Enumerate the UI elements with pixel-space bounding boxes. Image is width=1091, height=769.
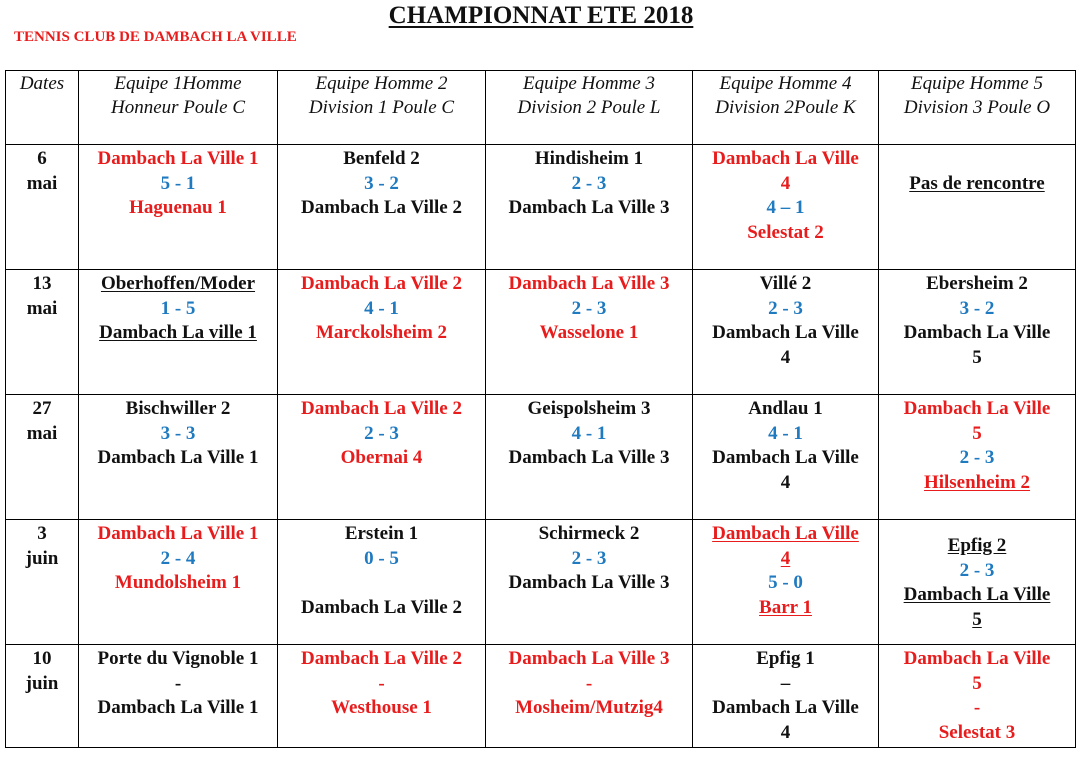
match-cell	[879, 145, 1076, 270]
match-cell	[879, 270, 1076, 395]
away-team: Dambach La Ville	[903, 322, 1051, 343]
match-score: 2 - 3	[571, 172, 607, 194]
match-cell	[278, 520, 486, 645]
home-team: Dambach La Ville 2	[301, 273, 462, 294]
match-score: 2 - 3	[364, 422, 399, 444]
match-score: -	[973, 697, 981, 718]
home-team: Benfeld 2	[343, 148, 420, 169]
match-score: 3 - 2	[959, 297, 995, 319]
date-cell: 13 mai	[6, 270, 79, 395]
match-cell	[693, 520, 879, 645]
away-team: Dambach La Ville 3	[508, 447, 670, 468]
header-team-4: Equipe Homme 4 Division 2Poule K	[693, 71, 879, 145]
home-team: Dambach La Ville 2	[301, 648, 462, 669]
away-team-number: 5	[972, 346, 982, 368]
match-cell	[79, 395, 278, 520]
match-score: –	[780, 672, 791, 694]
header-team-1: Equipe 1Homme Honneur Poule C	[79, 71, 278, 145]
match-score: -	[378, 672, 385, 694]
away-team: Dambach La Ville 2	[301, 596, 462, 618]
away-team: Selestat 3	[938, 721, 1016, 743]
match-cell	[693, 270, 879, 395]
away-team: Dambach La Ville 1	[97, 447, 259, 468]
away-team: Obernai 4	[340, 447, 423, 468]
away-team: Dambach La ville 1	[99, 322, 257, 343]
away-team: Haguenau 1	[129, 197, 227, 218]
match-score: 4 - 1	[768, 422, 803, 444]
home-team-number: 5	[972, 672, 982, 694]
away-team: Dambach La Ville 1	[97, 697, 259, 718]
match-cell	[278, 395, 486, 520]
header-dates: Dates	[6, 71, 79, 145]
away-team: Dambach La Ville	[903, 584, 1051, 605]
home-team: Dambach La Ville 3	[508, 273, 670, 294]
away-team-number: 4	[780, 721, 791, 743]
home-team: Ebersheim 2	[926, 273, 1028, 294]
match-cell	[486, 645, 693, 748]
table-row	[6, 270, 1076, 395]
away-team: Selestat 2	[747, 221, 824, 243]
match-score: 3 - 2	[364, 172, 399, 194]
home-team: Dambach La Ville	[903, 398, 1051, 419]
match-cell	[879, 395, 1076, 520]
date-cell: 6 mai	[6, 145, 79, 270]
match-cell	[693, 645, 879, 748]
match-score: 5 - 1	[160, 172, 196, 194]
home-team: Dambach La Ville	[712, 523, 859, 544]
away-team: Barr 1	[759, 596, 812, 618]
match-score: 2 - 3	[768, 297, 803, 319]
away-team: Dambach La Ville	[712, 322, 859, 343]
away-team-number: 4	[780, 346, 791, 368]
match-cell	[79, 270, 278, 395]
home-team: Geispolsheim 3	[527, 398, 651, 419]
championship-table	[5, 70, 1076, 748]
home-team: Epfig 1	[756, 648, 815, 669]
away-team: Dambach La Ville	[712, 697, 859, 718]
match-cell	[278, 145, 486, 270]
home-team: Dambach La Ville 1	[97, 148, 259, 169]
home-team: Erstein 1	[344, 523, 419, 544]
match-cell	[693, 395, 879, 520]
table-row	[6, 520, 1076, 645]
match-score: 4 – 1	[766, 197, 805, 218]
match-score: 2 - 3	[571, 297, 607, 319]
match-score: 1 - 5	[160, 297, 196, 319]
match-cell	[879, 520, 1076, 645]
match-score: 3 - 3	[160, 422, 196, 444]
away-team-number: 5	[972, 608, 982, 630]
match-cell	[79, 645, 278, 748]
table-row	[6, 145, 1076, 270]
match-cell	[278, 270, 486, 395]
away-team: Westhouse 1	[331, 697, 432, 718]
match-cell	[879, 645, 1076, 748]
home-team: Dambach La Ville 1	[97, 523, 259, 544]
match-score: 0 - 5	[364, 547, 399, 569]
home-team-number: 4	[780, 547, 791, 569]
home-team: Dambach La Ville	[712, 148, 859, 169]
match-score: -	[174, 672, 182, 694]
club-name: TENNIS CLUB DE DAMBACH LA VILLE	[14, 29, 297, 45]
match-cell	[79, 145, 278, 270]
match-score: 2 - 3	[959, 559, 995, 581]
away-team: Dambach La Ville 3	[508, 197, 670, 218]
header-team-5: Equipe Homme 5 Division 3 Poule O	[879, 71, 1076, 145]
match-cell	[486, 145, 693, 270]
header-row	[6, 71, 1076, 145]
match-cell	[79, 520, 278, 645]
away-team: Dambach La Ville 2	[301, 197, 462, 218]
match-score: 4 - 1	[364, 297, 399, 319]
document-title: CHAMPIONNAT ETE 2018	[388, 2, 694, 29]
away-team: Hilsenheim 2	[923, 471, 1031, 493]
home-team-number: 4	[780, 172, 791, 194]
away-team: Dambach La Ville	[712, 447, 859, 468]
home-team: Epfig 2	[947, 535, 1007, 556]
match-score: 2 - 3	[959, 447, 995, 468]
away-team: Dambach La Ville 3	[508, 572, 670, 593]
home-team: Hindisheim 1	[534, 148, 644, 169]
home-team-number: 5	[972, 422, 982, 444]
away-team: Marckolsheim 2	[315, 322, 448, 343]
match-score: -	[585, 672, 593, 694]
home-team: Andlau 1	[748, 398, 823, 419]
match-score: 2 - 4	[160, 547, 196, 569]
home-team: Schirmeck 2	[538, 523, 640, 544]
away-team-number: 4	[780, 471, 791, 493]
home-team: Bischwiller 2	[125, 398, 231, 419]
home-team: Oberhoffen/Moder	[100, 273, 256, 294]
away-team: Mosheim/Mutzig4	[515, 697, 663, 718]
match-cell	[486, 520, 693, 645]
away-team: Mundolsheim 1	[114, 572, 242, 593]
match-score: 5 - 0	[768, 572, 803, 593]
date-cell: 10 juin	[6, 645, 79, 748]
no-match-note: Pas de rencontre	[909, 172, 1045, 194]
home-team: Villé 2	[759, 273, 812, 294]
header-team-3: Equipe Homme 3 Division 2 Poule L	[486, 71, 693, 145]
home-team: Dambach La Ville 2	[301, 398, 462, 419]
date-cell: 27 mai	[6, 395, 79, 520]
match-cell	[278, 645, 486, 748]
home-team: Dambach La Ville	[903, 648, 1051, 669]
table-row	[6, 645, 1076, 748]
table-row	[6, 395, 1076, 520]
away-team: Wasselone 1	[539, 322, 639, 343]
home-team: Porte du Vignoble 1	[97, 648, 259, 669]
match-score: 2 - 3	[571, 547, 607, 569]
header-team-2: Equipe Homme 2 Division 1 Poule C	[278, 71, 486, 145]
match-cell	[486, 395, 693, 520]
match-cell	[693, 145, 879, 270]
match-score: 4 - 1	[571, 422, 607, 444]
match-cell	[486, 270, 693, 395]
home-team: Dambach La Ville 3	[508, 648, 670, 669]
date-cell: 3 juin	[6, 520, 79, 645]
